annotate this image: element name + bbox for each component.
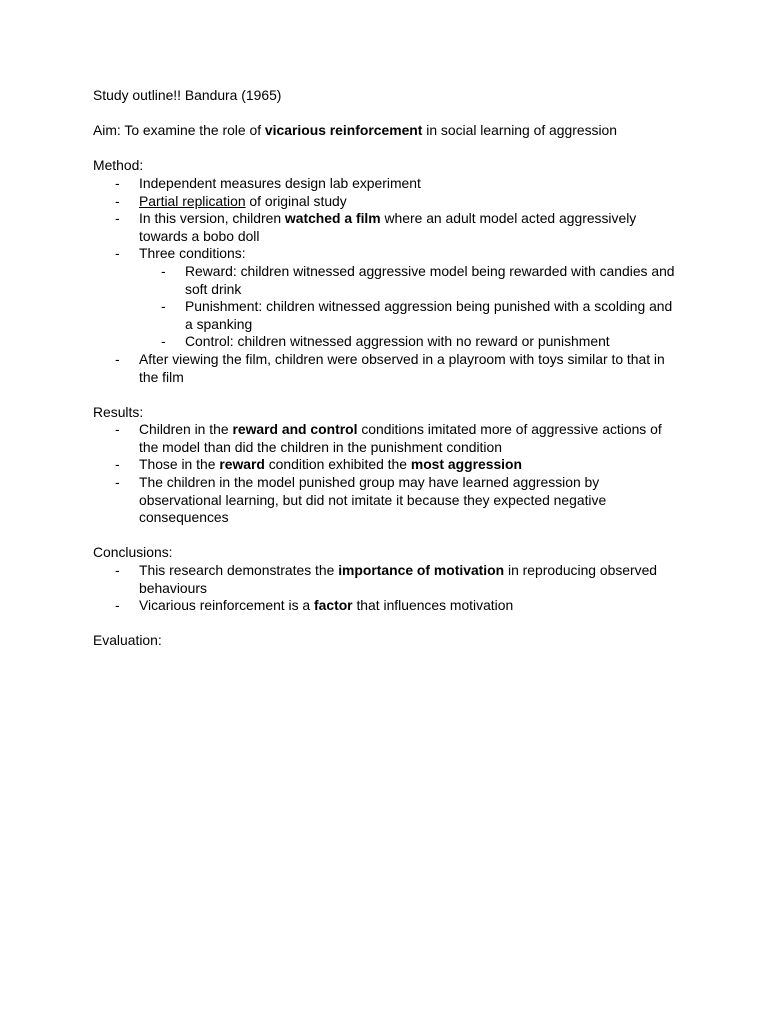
list-item	[93, 193, 683, 211]
bullet-dash: -	[115, 192, 120, 209]
bullet-dash: -	[115, 210, 120, 227]
method-item-underline: Partial replication	[139, 192, 246, 209]
method-item-text: of original study	[245, 192, 347, 209]
bullet-dash: -	[115, 456, 120, 473]
condition-text: Reward: children witnessed aggressive model being rewarded with candies and soft drink	[185, 262, 675, 297]
bullet-dash: -	[115, 562, 120, 579]
aim-suffix: in social learning of aggression	[422, 122, 617, 139]
bullet-dash: -	[115, 474, 120, 491]
results-item-text: conditions imitated more of aggressive actions of the model than did the children in the punishment condition	[139, 421, 662, 455]
method-item-text: In this version, children	[139, 210, 285, 227]
conclusions-item-bold: factor	[314, 597, 353, 614]
bullet-dash: -	[161, 298, 166, 315]
method-item-text: Three conditions:	[139, 245, 246, 262]
method-item-text: After viewing the film, children were observed in a playroom with toys similar to that in the film	[139, 350, 665, 385]
conclusions-item-text: Vicarious reinforcement is a	[139, 597, 314, 614]
aim-bold: vicarious reinforcement	[264, 122, 423, 139]
condition-text: Punishment: children witnessed aggression being punished with a scolding and a spanking	[185, 298, 673, 332]
conclusions-item-text: This research demonstrates the	[139, 562, 339, 579]
conclusions-item-text: in reproducing observed behaviours	[139, 562, 658, 596]
list-item	[93, 597, 683, 615]
list-item	[93, 562, 683, 597]
results-item-text: Those in the	[139, 456, 220, 473]
list-item	[139, 298, 683, 333]
method-item-text: where an adult model acted aggressively towards a bobo doll	[139, 210, 637, 244]
conclusions-item-text: that influences motivation	[352, 597, 514, 614]
bullet-dash: -	[115, 421, 120, 438]
results-item-bold: most aggression	[410, 456, 522, 473]
conclusions-item-bold: importance of motivation	[338, 562, 505, 579]
method-item-bold: watched a film	[284, 210, 381, 227]
evaluation-heading: Evaluation:	[93, 632, 162, 649]
document-title: Study outline!! Bandura (1965)	[93, 87, 282, 103]
results-heading: Results:	[93, 403, 144, 420]
list-item	[93, 175, 683, 193]
bullet-dash: -	[115, 597, 120, 614]
results-list	[93, 421, 683, 527]
results-item-text: Children in the	[139, 421, 233, 438]
results-item-bold: reward and control	[232, 421, 358, 438]
results-item-bold: reward	[219, 456, 265, 473]
conditions-list	[139, 263, 683, 351]
condition-text: Control: children witnessed aggression with no reward or punishment	[185, 333, 610, 350]
list-item	[93, 456, 683, 474]
conclusions-list	[93, 562, 683, 615]
bullet-dash: -	[161, 333, 166, 350]
list-item	[93, 474, 683, 527]
list-item	[93, 245, 683, 351]
list-item	[139, 333, 683, 351]
results-item-text: condition exhibited the	[264, 456, 411, 473]
aim-line	[93, 122, 683, 140]
bullet-dash: -	[161, 262, 166, 279]
list-item	[93, 421, 683, 456]
list-item	[93, 351, 683, 386]
method-item-text: Independent measures design lab experiment	[139, 174, 421, 191]
document-page	[93, 87, 683, 650]
method-list	[93, 175, 683, 386]
bullet-dash: -	[115, 350, 120, 367]
conclusions-heading: Conclusions:	[93, 544, 173, 561]
results-item-text: The children in the model punished group may have learned aggression by observational learning, but did not imitate it because they expected negative consequences	[139, 474, 607, 526]
aim-prefix: Aim: To examine the role of	[93, 122, 265, 139]
list-item	[93, 210, 683, 245]
bullet-dash: -	[115, 245, 120, 262]
list-item	[139, 263, 683, 298]
bullet-dash: -	[115, 174, 120, 191]
method-heading: Method:	[93, 157, 144, 174]
